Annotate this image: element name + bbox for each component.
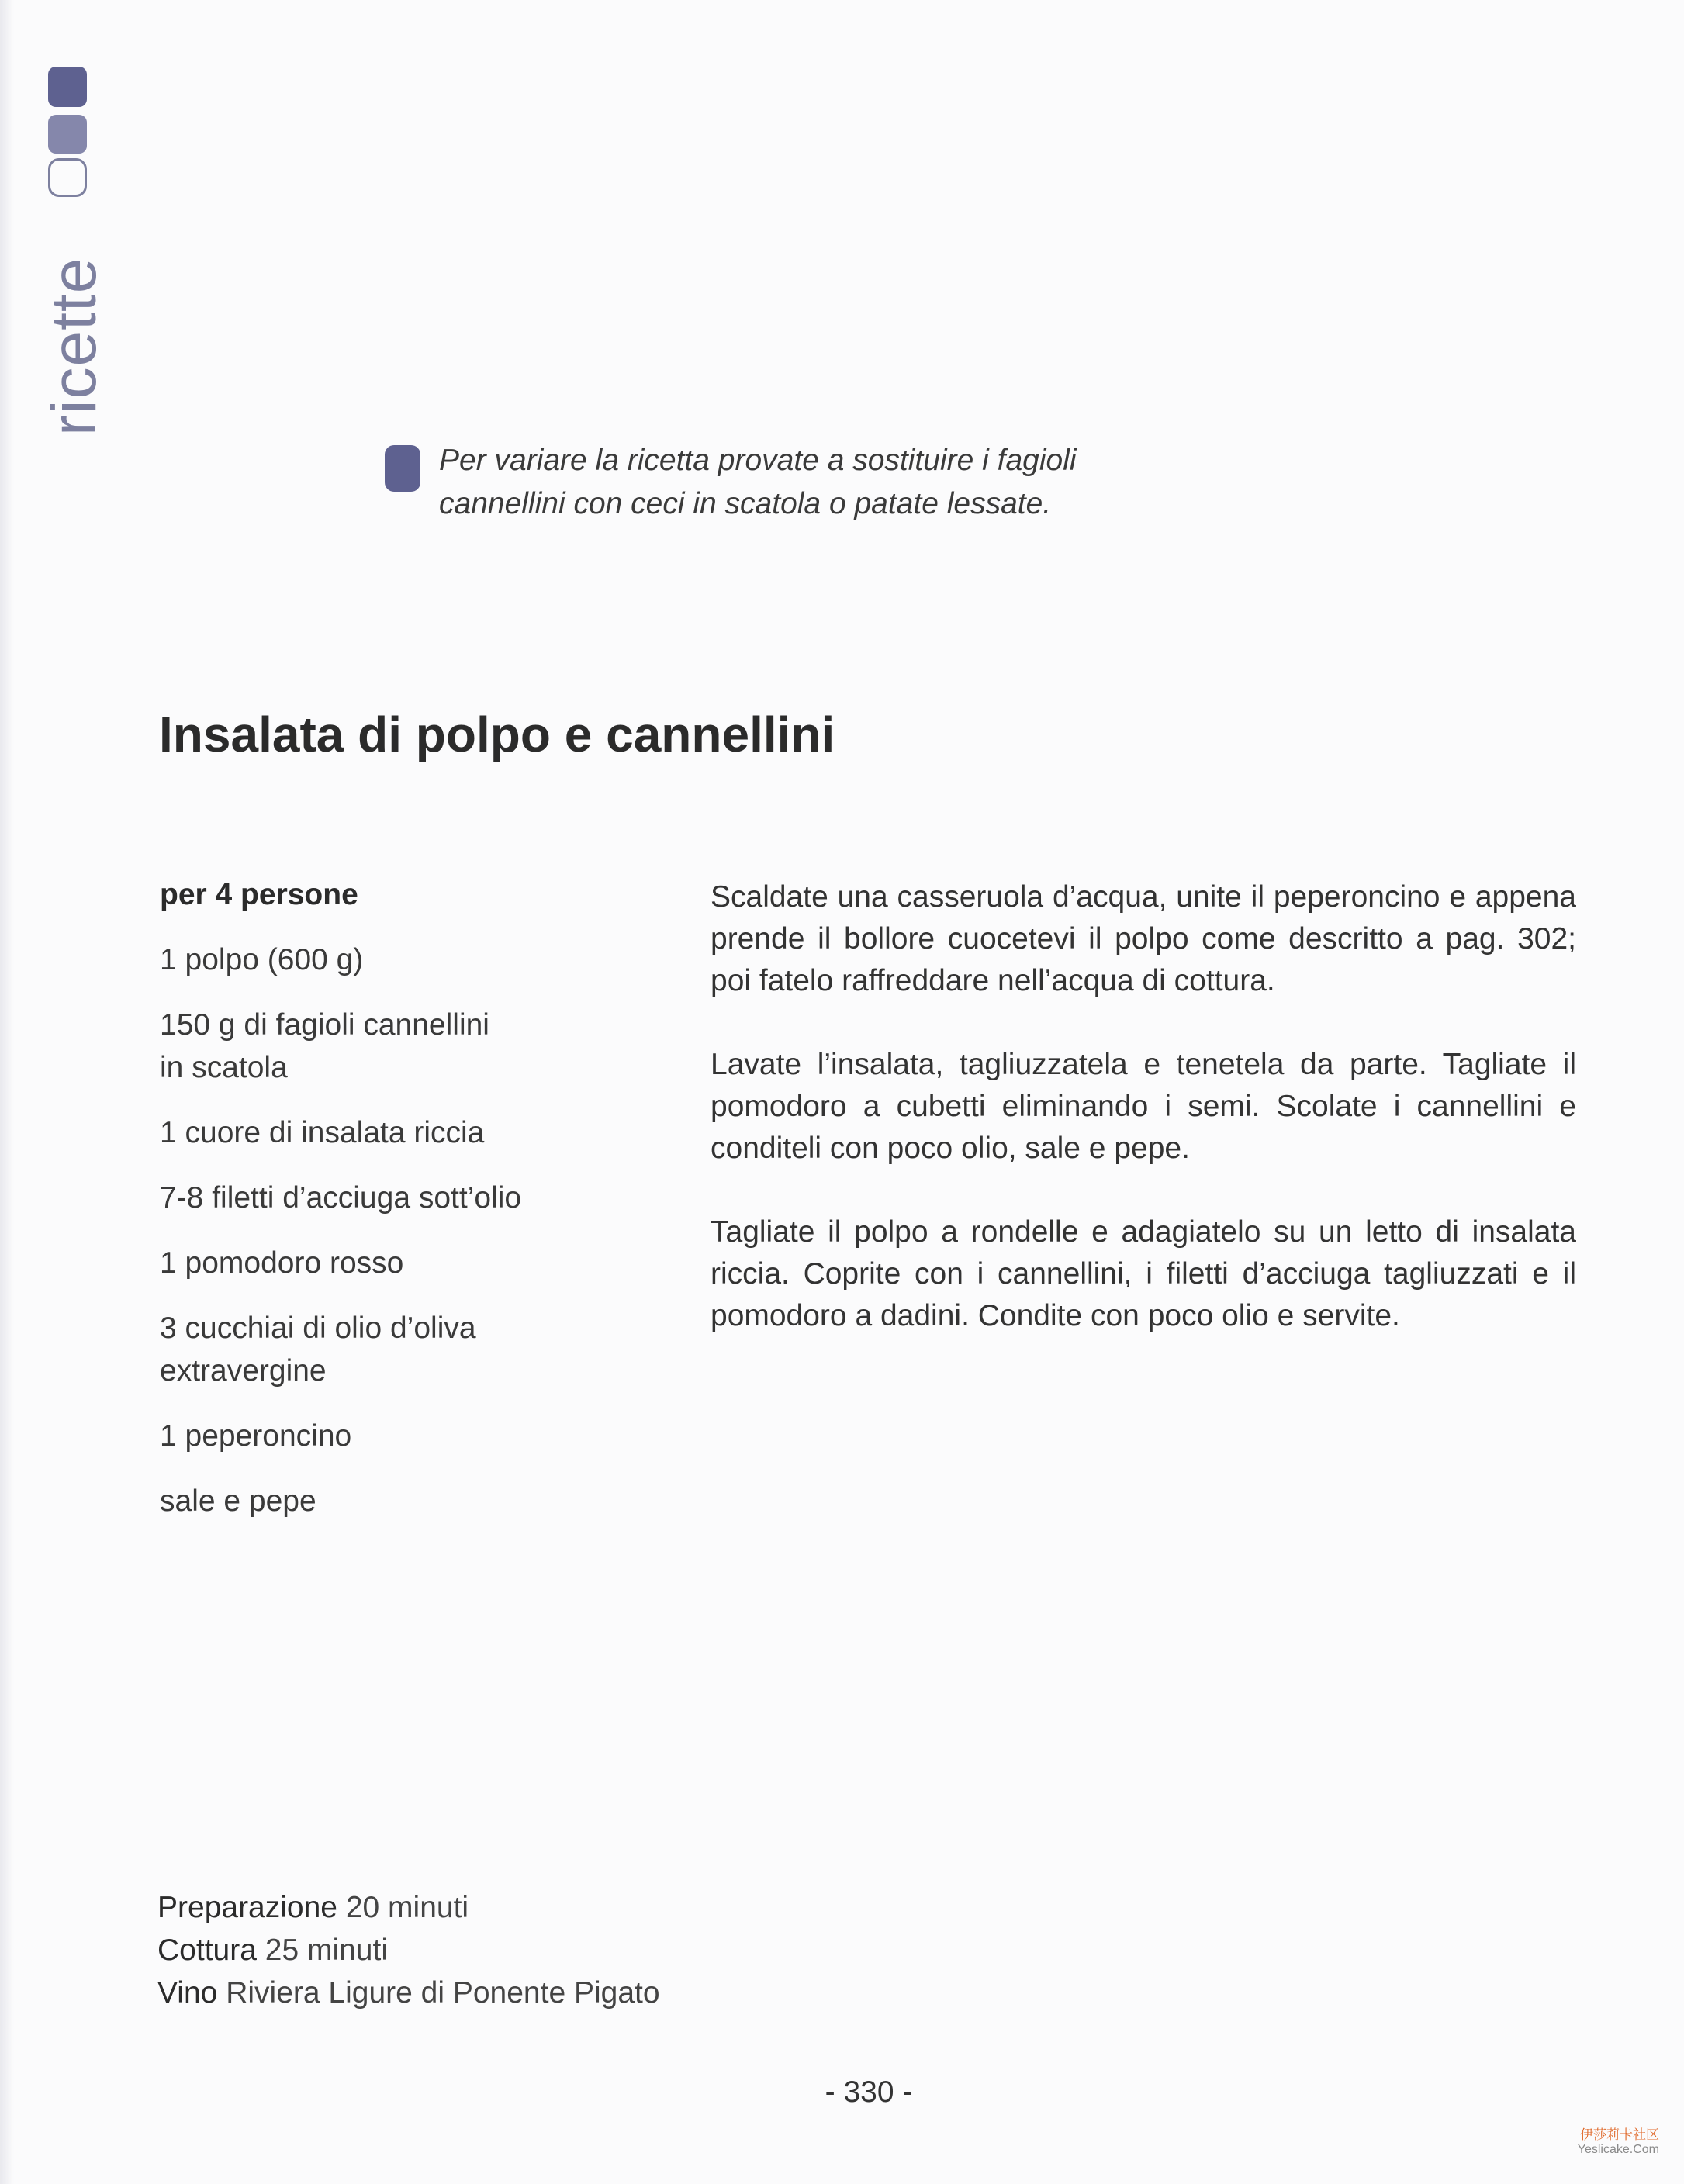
wine-label: Vino (157, 1976, 218, 2009)
method-section (711, 876, 1576, 1379)
tip-note (439, 439, 1215, 526)
tip-line: Per variare la ricetta provate a sostituire i fagioli (439, 444, 1077, 477)
watermark (1578, 2128, 1659, 2156)
preparation-value: 20 minuti (345, 1891, 469, 1924)
ingredient-item: 1 polpo (600 g) (160, 943, 364, 976)
cooking-value: 25 minuti (265, 1933, 388, 1967)
ingredient-item: 1 cuore di insalata riccia (160, 1116, 485, 1149)
ingredient-item: 150 g di fagioli cannellini in scatola (160, 1008, 489, 1084)
section-marker-outline (48, 158, 87, 197)
tip-bullet-icon (385, 445, 420, 492)
preparation-label: Preparazione (157, 1891, 337, 1924)
preparation-row (157, 1886, 660, 1929)
method-paragraph: Lavate l’insalata, tagliuzzatela e tenetela da parte. Tagliate il pomodoro a cubetti eliminando i semi. Scolate i cannellini e conditeli con poco olio, sale e pepe. (711, 1048, 1576, 1165)
recipe-info (157, 1886, 660, 2014)
tip-line: cannellini con ceci in scatola o patate lessate. (439, 487, 1052, 520)
ingredient-item: 1 peperoncino (160, 1419, 352, 1453)
method-paragraph: Scaldate una casseruola d’acqua, unite il peperoncino e appena prende il bollore cuocetevi il polpo come descritto a pag. 302; poi fatelo raffreddare nell’acqua di cottura. (711, 880, 1576, 997)
page-number: - 330 - (825, 2075, 913, 2109)
section-label: ricette (39, 257, 109, 436)
watermark-en: Yeslicake.Com (1577, 2142, 1659, 2156)
ingredient-item: 1 pomodoro rosso (160, 1246, 404, 1280)
ingredient-item: 7-8 filetti d’acciuga sott’olio (160, 1181, 522, 1215)
recipe-title: Insalata di polpo e cannellini (159, 707, 835, 762)
ingredient-list (160, 938, 641, 1545)
wine-row (157, 1971, 660, 2014)
ingredient-item: sale e pepe (160, 1484, 316, 1518)
wine-value: Riviera Ligure di Ponente Pigato (226, 1976, 660, 2009)
method-paragraph: Tagliate il polpo a rondelle e adagiatelo su un letto di insalata riccia. Coprite con i cannellini, i filetti d’acciuga tagliuzzati e il pomodoro a dadini. Condite con poco olio e servite. (711, 1215, 1576, 1332)
cooking-label: Cottura (157, 1933, 257, 1967)
watermark-cn: 伊莎莉卡社区 (1580, 2127, 1659, 2143)
servings: per 4 persone (160, 878, 358, 911)
section-marker-filled (48, 67, 87, 107)
section-marker-light (48, 115, 87, 154)
cooking-row (157, 1929, 660, 1971)
ingredient-item: 3 cucchiai di olio d’oliva extravergine (160, 1311, 476, 1387)
page-edge (0, 0, 14, 2184)
